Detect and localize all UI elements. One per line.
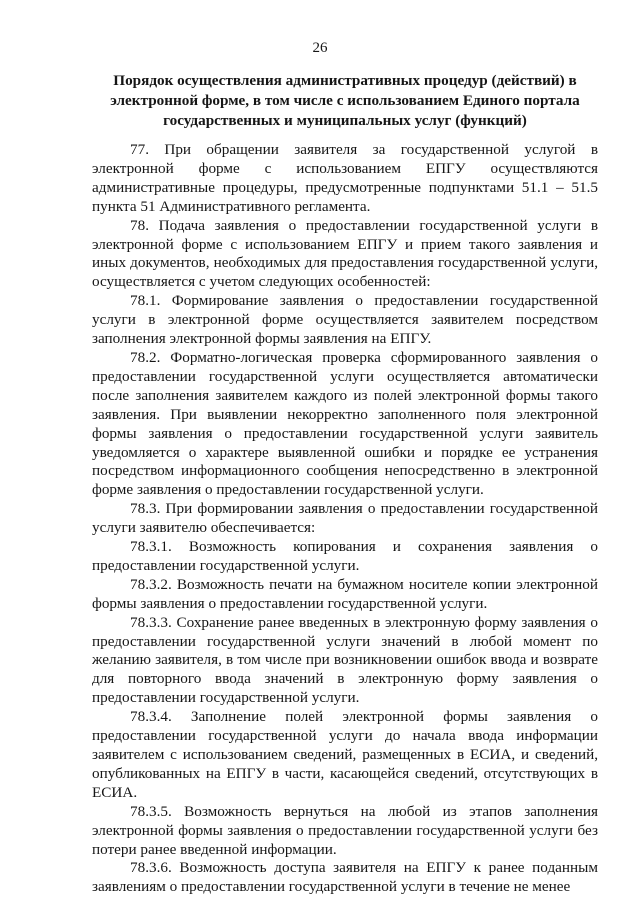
paragraph-78-2: 78.2. Форматно-логическая проверка сформированного заявления о предоставлении государственной услуги осуществляется автоматически после заполнения заявителем каждого из полей электронной формы такого заявления. При выявлении некорректно заполненного поля электронной формы заявления о предоставлении государственной услуги заявитель уведомляется о характере выявленной ошибки и порядке ее устранения посредством информационного сообщения непосредственно в электронной форме заявления о предоставлении государственной услуги.	[92, 348, 598, 499]
page-number: 26	[312, 40, 328, 56]
section-heading: Порядок осуществления административных процедур (действий) в электронной форме, в том числе с использованием Единого портала государственных и муниципальных услуг (функций)	[110, 72, 580, 129]
document-body	[92, 141, 598, 897]
paragraph-78-3: 78.3. При формировании заявления о предоставлении государственной услуги заявителю обеспечивается:	[92, 500, 598, 537]
paragraph-78-3-3: 78.3.3. Сохранение ранее введенных в электронную форму заявления о предоставлении государственной услуги значений в любой момент по желанию заявителя, в том числе при возникновении ошибок ввода и возврате для повторного ввода значений в электронную форму заявления о предоставлении государственной услуги.	[92, 613, 598, 707]
paragraph-78-3-2: 78.3.2. Возможность печати на бумажном носителе копии электронной формы заявления о предоставлении государственной услуги.	[92, 575, 598, 612]
paragraph-78-3-4: 78.3.4. Заполнение полей электронной формы заявления о предоставлении государственной услуги до начала ввода информации заявителем с использованием сведений, размещенных в ЕСИА, и сведений, опубликованных на ЕПГУ в части, касающейся сведений, отсутствующих в ЕСИА.	[92, 708, 598, 801]
paragraph-78-3-6: 78.3.6. Возможность доступа заявителя на ЕПГУ к ранее поданным заявлениям о предоставлении государственной услуги в течение не менее	[92, 859, 598, 896]
paragraph-78: 78. Подача заявления о предоставлении государственной услуги в электронной форме с использованием ЕПГУ и прием такого заявления и иных документов, необходимых для предоставления государственной услуги, осуществляется с учетом следующих особенностей:	[92, 216, 598, 291]
paragraph-78-3-1: 78.3.1. Возможность копирования и сохранения заявления о предоставлении государственной услуги.	[92, 538, 598, 574]
paragraph-78-3-5: 78.3.5. Возможность вернуться на любой из этапов заполнения электронной формы заявления о предоставлении государственной услуги без потери ранее введенной информации.	[92, 802, 598, 858]
paragraph-78-1: 78.1. Формирование заявления о предоставлении государственной услуги в электронной форме осуществляется заявителем посредством заполнения электронной формы заявления на ЕПГУ.	[92, 292, 598, 348]
paragraph-77: 77. При обращении заявителя за государственной услугой в электронной форме с использованием ЕПГУ осуществляются административные процедуры, предусмотренные подпунктами 51.1 – 51.5 пункта 51 Административного регламента.	[92, 141, 598, 215]
